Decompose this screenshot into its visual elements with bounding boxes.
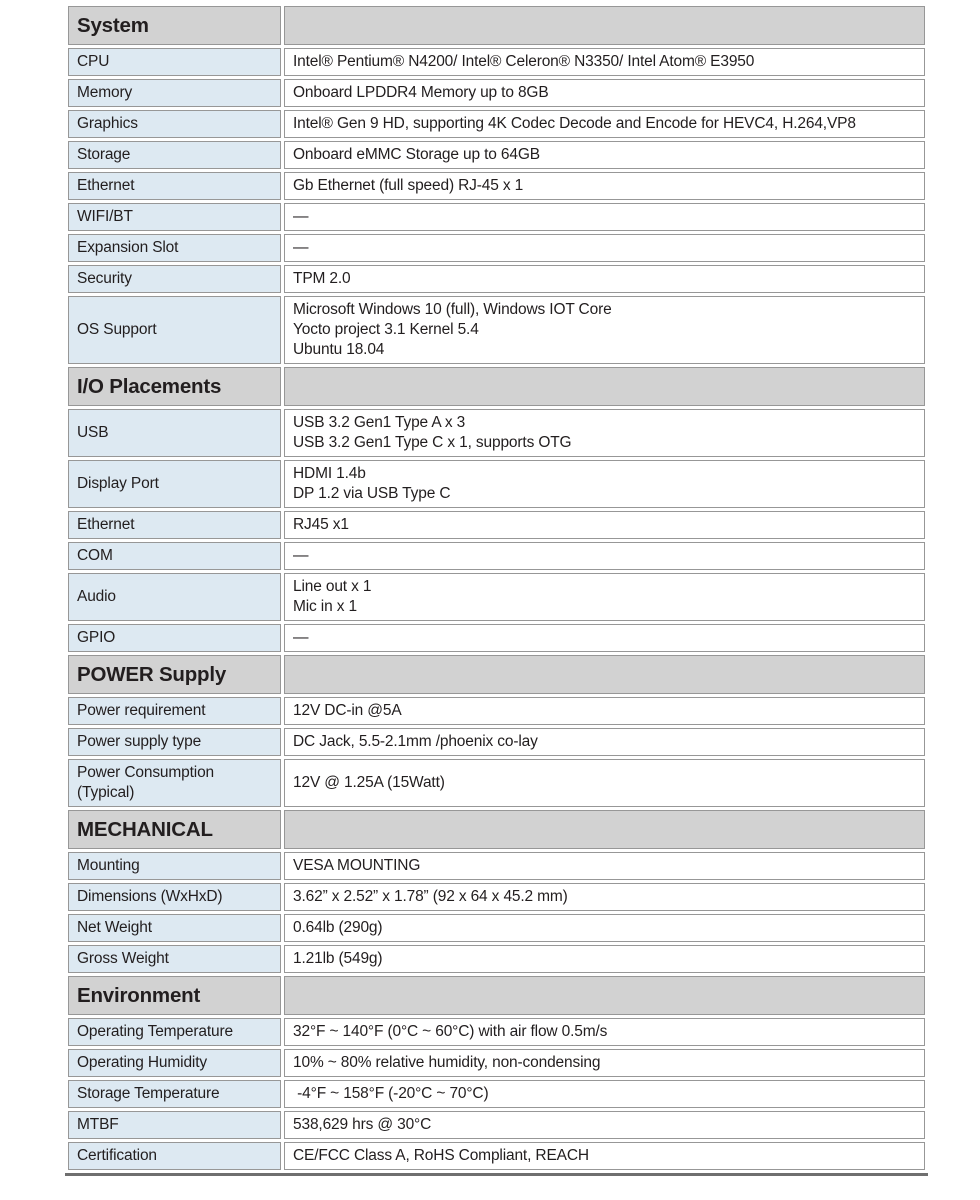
section-header-spacer: [284, 810, 925, 849]
spec-label: Power requirement: [68, 697, 281, 725]
spec-row: [68, 511, 925, 539]
spec-value: [284, 511, 925, 539]
spec-row: [68, 914, 925, 942]
spec-value: [284, 110, 925, 138]
spec-label: Operating Humidity: [68, 1049, 281, 1077]
spec-value-line: Yocto project 3.1 Kernel 5.4: [293, 321, 479, 338]
spec-label: Display Port: [68, 460, 281, 508]
spec-row: [68, 1080, 925, 1108]
spec-label: Dimensions (WxHxD): [68, 883, 281, 911]
section-header-spacer: [284, 655, 925, 694]
section-header-row: [68, 6, 925, 45]
spec-row: [68, 542, 925, 570]
spec-value-line: 12V @ 1.25A (15Watt): [293, 774, 445, 791]
spec-label: Graphics: [68, 110, 281, 138]
spec-label: Security: [68, 265, 281, 293]
spec-sheet-table: [65, 3, 928, 1176]
spec-value-line: HDMI 1.4b: [293, 465, 366, 482]
section-header-spacer: [284, 976, 925, 1015]
spec-row: [68, 624, 925, 652]
spec-row: [68, 296, 925, 364]
section-title: MECHANICAL: [68, 810, 281, 849]
spec-table-body: [68, 6, 925, 1170]
spec-label: Storage: [68, 141, 281, 169]
spec-value: [284, 759, 925, 807]
spec-value: [284, 265, 925, 293]
spec-value-line: USB 3.2 Gen1 Type A x 3: [293, 414, 466, 431]
spec-row: [68, 697, 925, 725]
spec-value: [284, 542, 925, 570]
spec-value-line: Line out x 1: [293, 578, 372, 595]
spec-value-line: 0.64lb (290g): [293, 919, 383, 936]
spec-value-line: Intel® Pentium® N4200/ Intel® Celeron® N3350/ Intel Atom® E3950: [293, 53, 755, 70]
spec-value: [284, 296, 925, 364]
spec-row: [68, 203, 925, 231]
spec-row: [68, 48, 925, 76]
section-title: I/O Placements: [68, 367, 281, 406]
spec-value-line: Intel® Gen 9 HD, supporting 4K Codec Decode and Encode for HEVC4, H.264,VP8: [293, 115, 856, 132]
spec-row: [68, 110, 925, 138]
spec-value-line: Onboard LPDDR4 Memory up to 8GB: [293, 84, 549, 101]
spec-value-line: Ubuntu 18.04: [293, 341, 385, 358]
spec-row: [68, 234, 925, 262]
spec-value-line: 1.21lb (549g): [293, 950, 383, 967]
spec-value: [284, 141, 925, 169]
spec-value-line: Mic in x 1: [293, 598, 357, 615]
spec-value-line: VESA MOUNTING: [293, 857, 421, 874]
spec-label: GPIO: [68, 624, 281, 652]
spec-value: [284, 1111, 925, 1139]
spec-label: OS Support: [68, 296, 281, 364]
spec-value-line: USB 3.2 Gen1 Type C x 1, supports OTG: [293, 434, 572, 451]
spec-row: [68, 759, 925, 807]
spec-value: [284, 914, 925, 942]
spec-value: [284, 1142, 925, 1170]
spec-value: [284, 624, 925, 652]
spec-label: MTBF: [68, 1111, 281, 1139]
spec-value: [284, 48, 925, 76]
spec-value-line: 3.62” x 2.52” x 1.78” (92 x 64 x 45.2 mm): [293, 888, 568, 905]
spec-label: Expansion Slot: [68, 234, 281, 262]
section-title: System: [68, 6, 281, 45]
spec-value: [284, 79, 925, 107]
spec-value-line: TPM 2.0: [293, 270, 351, 287]
spec-label: Net Weight: [68, 914, 281, 942]
spec-label: USB: [68, 409, 281, 457]
spec-value-line: —: [293, 239, 309, 256]
section-header-row: [68, 810, 925, 849]
spec-value-line: RJ45 x1: [293, 516, 349, 533]
spec-label: WIFI/BT: [68, 203, 281, 231]
spec-value: [284, 852, 925, 880]
section-header-spacer: [284, 367, 925, 406]
spec-value: [284, 1080, 925, 1108]
spec-row: [68, 883, 925, 911]
spec-value: [284, 728, 925, 756]
spec-value-line: 32°F ~ 140°F (0°C ~ 60°C) with air flow 0.5m/s: [293, 1023, 608, 1040]
spec-value-line: Gb Ethernet (full speed) RJ-45 x 1: [293, 177, 524, 194]
section-header-spacer: [284, 6, 925, 45]
spec-label: Operating Temperature: [68, 1018, 281, 1046]
spec-value-line: 12V DC-in @5A: [293, 702, 402, 719]
spec-label: Mounting: [68, 852, 281, 880]
spec-value-line: Onboard eMMC Storage up to 64GB: [293, 146, 540, 163]
spec-row: [68, 460, 925, 508]
spec-label: Audio: [68, 573, 281, 621]
spec-value: [284, 945, 925, 973]
section-header-row: [68, 367, 925, 406]
spec-value-line: DC Jack, 5.5-2.1mm /phoenix co-lay: [293, 733, 538, 750]
spec-value-line: CE/FCC Class A, RoHS Compliant, REACH: [293, 1147, 589, 1164]
spec-value: [284, 1018, 925, 1046]
section-header-row: [68, 976, 925, 1015]
spec-value-line: -4°F ~ 158°F (-20°C ~ 70°C): [293, 1085, 489, 1102]
spec-value: [284, 409, 925, 457]
section-title: POWER Supply: [68, 655, 281, 694]
spec-row: [68, 1049, 925, 1077]
spec-value-line: —: [293, 629, 309, 646]
spec-value-line: 538,629 hrs @ 30°C: [293, 1116, 432, 1133]
spec-value: [284, 697, 925, 725]
spec-value-line: DP 1.2 via USB Type C: [293, 485, 451, 502]
spec-label: CPU: [68, 48, 281, 76]
spec-row: [68, 1111, 925, 1139]
section-header-row: [68, 655, 925, 694]
spec-value-line: Microsoft Windows 10 (full), Windows IOT Core: [293, 301, 612, 318]
spec-row: [68, 265, 925, 293]
spec-label: Certification: [68, 1142, 281, 1170]
spec-value-line: 10% ~ 80% relative humidity, non-condensing: [293, 1054, 601, 1071]
spec-value: [284, 573, 925, 621]
spec-value: [284, 460, 925, 508]
spec-label: Memory: [68, 79, 281, 107]
spec-value-line: —: [293, 208, 309, 225]
spec-row: [68, 728, 925, 756]
spec-label: Gross Weight: [68, 945, 281, 973]
spec-label: Ethernet: [68, 172, 281, 200]
spec-row: [68, 1018, 925, 1046]
spec-value: [284, 203, 925, 231]
spec-label: Storage Temperature: [68, 1080, 281, 1108]
spec-value-line: —: [293, 547, 309, 564]
spec-row: [68, 852, 925, 880]
spec-label: Ethernet: [68, 511, 281, 539]
section-title: Environment: [68, 976, 281, 1015]
spec-row: [68, 945, 925, 973]
spec-row: [68, 573, 925, 621]
spec-row: [68, 1142, 925, 1170]
spec-label: Power Consumption (Typical): [68, 759, 281, 807]
spec-row: [68, 141, 925, 169]
spec-value: [284, 883, 925, 911]
spec-value: [284, 172, 925, 200]
spec-value: [284, 234, 925, 262]
spec-row: [68, 409, 925, 457]
spec-label: Power supply type: [68, 728, 281, 756]
spec-row: [68, 79, 925, 107]
spec-row: [68, 172, 925, 200]
spec-label: COM: [68, 542, 281, 570]
spec-value: [284, 1049, 925, 1077]
spec-table: [65, 3, 928, 1173]
